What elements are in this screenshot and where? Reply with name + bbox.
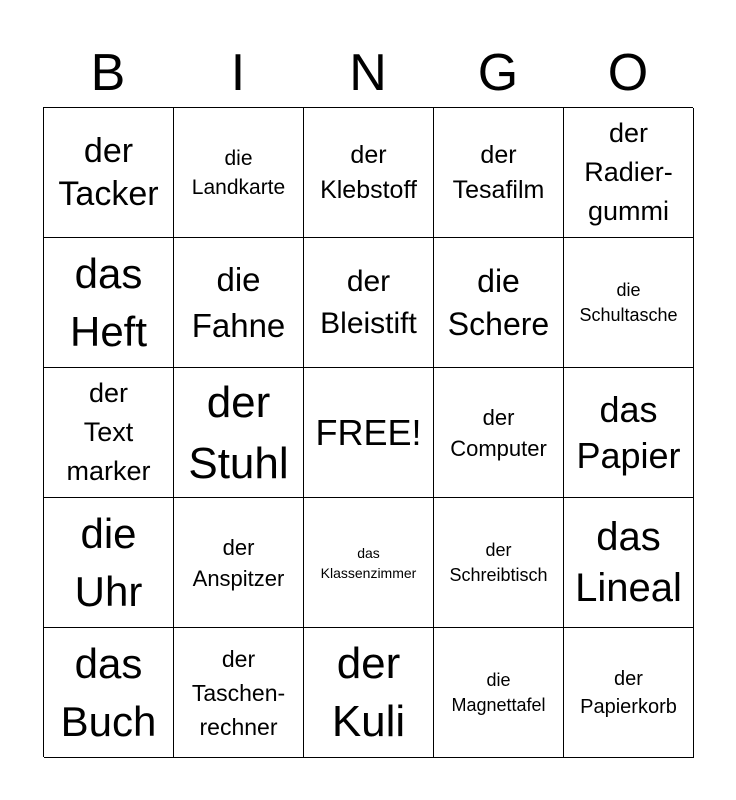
cell-text-line: das [599, 388, 658, 430]
bingo-cell[interactable] [44, 368, 174, 498]
cell-text-line: der [88, 378, 129, 408]
bingo-cell[interactable] [434, 628, 564, 758]
cell-text-line: das [74, 639, 143, 687]
cell-text-line: der [482, 404, 515, 430]
cell-text-line: Bleistift [320, 306, 417, 340]
cell-text-line: Computer [450, 435, 547, 461]
cell-text-line: der [336, 638, 401, 688]
bingo-cell[interactable] [174, 238, 304, 368]
bingo-cell[interactable] [434, 498, 564, 628]
bingo-cell[interactable] [564, 628, 694, 758]
header-letter-i: I [230, 44, 246, 102]
cell-text-line: rechner [199, 713, 278, 740]
cell-text-line: Magnettafel [451, 694, 546, 715]
bingo-cell[interactable] [174, 108, 304, 238]
cell-text-line: die [486, 669, 511, 690]
cell-text-line: der [346, 264, 391, 298]
cell-text-line: Tesafilm [452, 175, 545, 204]
cell-text-line: Schultasche [579, 304, 678, 325]
cell-text-line: FREE! [315, 411, 422, 453]
cell-text-line: der [485, 539, 512, 560]
cell-text-line: der [206, 377, 271, 427]
cell-text-line: der [614, 667, 643, 690]
free-space-cell[interactable] [304, 368, 434, 498]
cell-text-line: das [596, 514, 661, 559]
bingo-header [43, 40, 693, 106]
cell-text-line: die [224, 146, 253, 170]
cell-text-line: der [83, 131, 134, 170]
cell-text-line: der [608, 118, 649, 148]
cell-text-line: der [480, 140, 517, 169]
cell-text-line: marker [66, 456, 151, 486]
bingo-cell[interactable] [304, 238, 434, 368]
bingo-cell[interactable] [304, 108, 434, 238]
cell-text-line: die [80, 509, 137, 557]
cell-text-line: Papierkorb [580, 695, 677, 718]
cell-text-line: das [74, 249, 143, 297]
bingo-cell[interactable] [304, 498, 434, 628]
bingo-cell[interactable] [564, 368, 694, 498]
cell-text-line: Schere [447, 305, 550, 342]
bingo-cell[interactable] [434, 238, 564, 368]
cell-text-line: Landkarte [191, 175, 286, 199]
bingo-cell[interactable] [564, 498, 694, 628]
cell-text-line: Text [83, 417, 134, 447]
cell-text-line: Klassenzimmer [320, 564, 417, 581]
cell-text-line: Anspitzer [192, 565, 285, 591]
header-letter-n: N [349, 44, 387, 102]
bingo-cell[interactable] [434, 368, 564, 498]
header-letter-g: G [477, 44, 519, 102]
cell-text-line: Lineal [575, 565, 682, 610]
bingo-cell[interactable] [174, 368, 304, 498]
bingo-cell[interactable] [564, 108, 694, 238]
cell-text-line: das [357, 544, 380, 561]
bingo-cell[interactable] [44, 238, 174, 368]
header-letter-o: O [607, 44, 649, 102]
bingo-cell[interactable] [174, 498, 304, 628]
cell-text-line: der [222, 534, 255, 560]
cell-text-line: Uhr [74, 567, 143, 615]
cell-text-line: Stuhl [188, 438, 289, 488]
bingo-cell[interactable] [44, 498, 174, 628]
cell-text-line: gummi [587, 196, 669, 226]
cell-text-line: Papier [576, 434, 681, 476]
bingo-cell[interactable] [44, 108, 174, 238]
cell-text-line: der [350, 140, 387, 169]
cell-text-line: Buch [60, 697, 157, 745]
bingo-cell[interactable] [44, 628, 174, 758]
bingo-board [43, 107, 693, 757]
cell-text-line: Kuli [331, 696, 406, 746]
cell-text-line: die [477, 262, 520, 299]
cell-text-line: Heft [69, 307, 148, 355]
cell-text-line: Tacker [58, 174, 159, 213]
cell-text-line: Schreibtisch [449, 564, 548, 585]
bingo-cell[interactable] [434, 108, 564, 238]
cell-text-line: Klebstoff [320, 175, 417, 204]
cell-text-line: Fahne [191, 306, 286, 344]
bingo-cell[interactable] [564, 238, 694, 368]
cell-text-line: Taschen- [191, 679, 286, 706]
bingo-cell[interactable] [174, 628, 304, 758]
cell-text-line: Radier- [584, 157, 673, 187]
cell-text-line: die [216, 260, 261, 298]
header-letter-b: B [90, 44, 126, 102]
cell-text-line: die [616, 279, 641, 300]
cell-text-line: der [221, 645, 256, 672]
bingo-cell[interactable] [304, 628, 434, 758]
